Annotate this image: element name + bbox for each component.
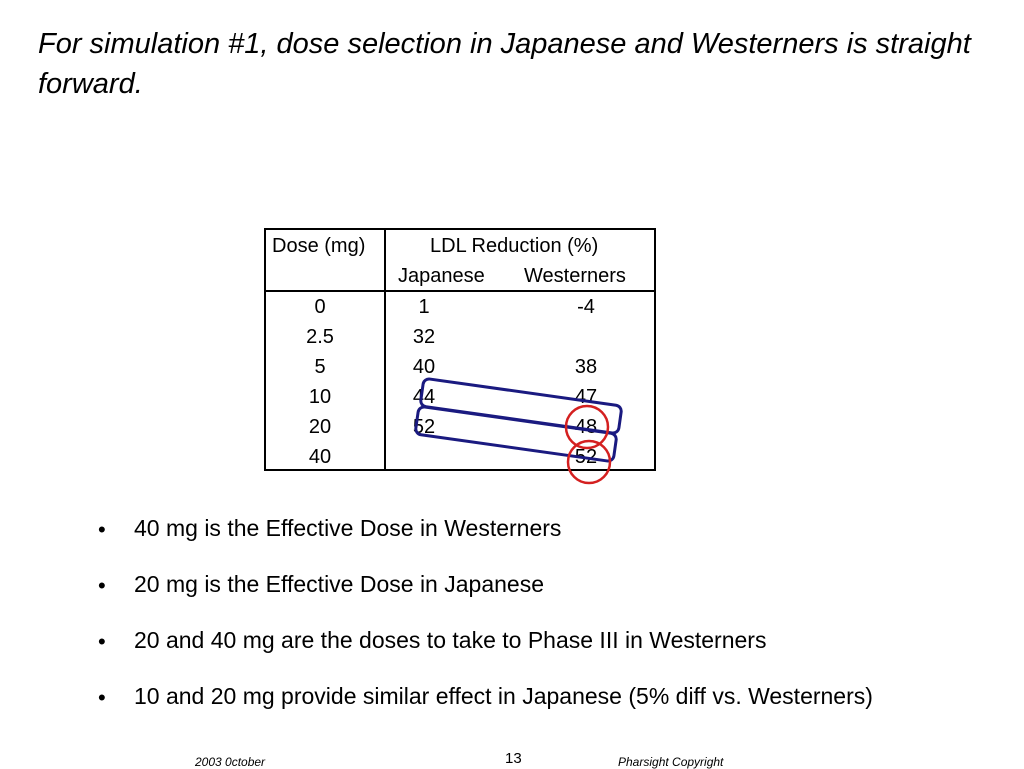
footer-date: 2003 0ctober: [195, 755, 266, 769]
header-ldl-reduction: LDL Reduction (%): [430, 235, 599, 257]
bullet-dot-icon: •: [98, 685, 106, 710]
header-japanese: Japanese: [398, 265, 485, 287]
cell-dose: 10: [308, 386, 332, 408]
bullet-dot-icon: •: [98, 629, 106, 654]
cell-japanese: 1: [418, 296, 430, 318]
bullet-dot-icon: •: [98, 573, 106, 598]
cell-dose: 20: [308, 416, 332, 438]
header-westerners: Westerners: [524, 265, 626, 287]
cell-japanese: 52: [412, 416, 436, 438]
cell-westerners: 48: [574, 416, 598, 438]
cell-westerners: 52: [574, 446, 598, 468]
header-dose: Dose (mg): [272, 235, 366, 257]
bullet-item: [98, 570, 978, 598]
bullet-text: 40 mg is the Effective Dose in Westerners: [134, 515, 562, 541]
bullet-text: 20 and 40 mg are the doses to take to Phase III in Westerners: [134, 627, 767, 653]
cell-westerners: 47: [574, 386, 598, 408]
cell-japanese: 40: [412, 356, 436, 378]
bullet-text: 10 and 20 mg provide similar effect in Japanese (5% diff vs. Westerners): [134, 683, 873, 709]
table-column-divider: [384, 230, 386, 469]
cell-japanese: 32: [412, 326, 436, 348]
cell-japanese: 44: [412, 386, 436, 408]
footer-copyright: Pharsight Copyright: [618, 755, 724, 769]
bullet-dot-icon: •: [98, 517, 106, 542]
table-header-divider: [266, 290, 654, 292]
bullet-list: [98, 514, 978, 710]
cell-westerners: 38: [574, 356, 598, 378]
slide-title: For simulation #1, dose selection in Japanese and Westerners is straight forward.: [38, 28, 971, 100]
ldl-reduction-table: [264, 228, 656, 471]
bullet-text: 20 mg is the Effective Dose in Japanese: [134, 571, 544, 597]
cell-westerners: -4: [577, 296, 595, 318]
page-number: 13: [505, 750, 522, 767]
bullet-item: [98, 514, 978, 542]
bullet-item: [98, 626, 978, 654]
cell-dose: 0: [314, 296, 326, 318]
bullet-item: [98, 682, 978, 710]
cell-dose: 5: [314, 356, 326, 378]
cell-dose: 40: [308, 446, 332, 468]
cell-dose: 2.5: [306, 326, 334, 348]
